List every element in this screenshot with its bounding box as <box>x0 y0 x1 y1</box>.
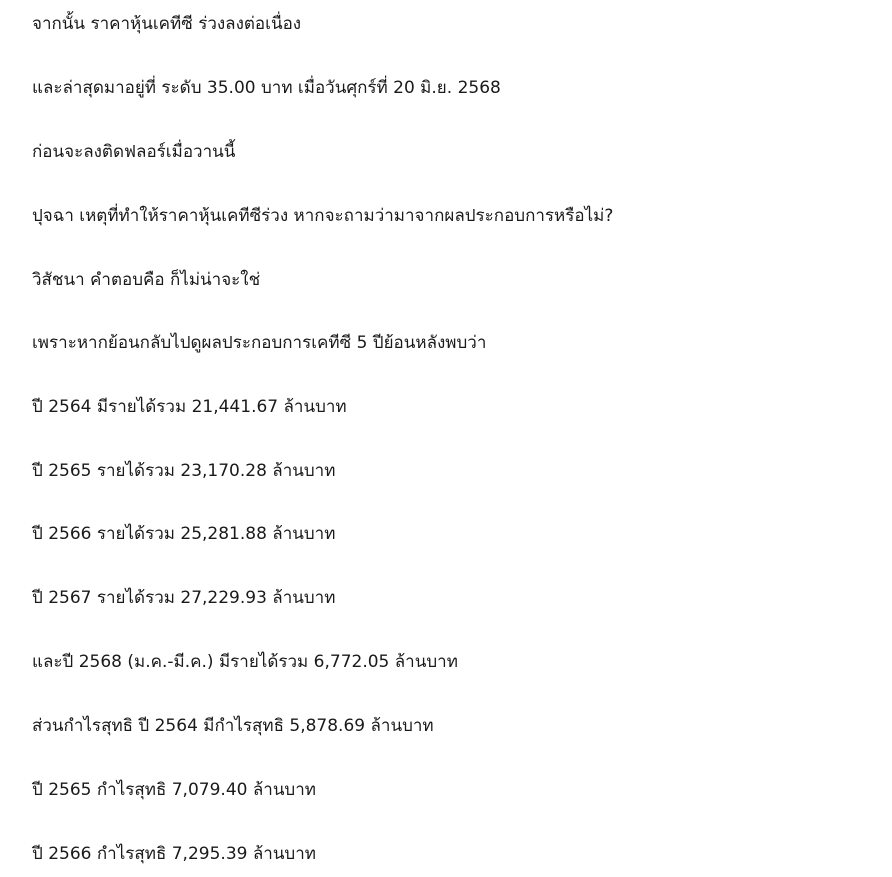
paragraph-13: ปี 2565 กำไรสุทธิ 7,079.40 ล้านบาท <box>32 780 316 800</box>
paragraph-10: ปี 2567 รายได้รวม 27,229.93 ล้านบาท <box>32 588 336 608</box>
paragraph-6: เพราะหากย้อนกลับไปดูผลประกอบการเคทีซี 5 ปีย้อนหลังพบว่า <box>32 333 487 353</box>
paragraph-12: ส่วนกำไรสุทธิ ปี 2564 มีกำไรสุทธิ 5,878.69 ล้านบาท <box>32 716 434 736</box>
paragraph-8: ปี 2565 รายได้รวม 23,170.28 ล้านบาท <box>32 461 336 481</box>
paragraph-3: ก่อนจะลงติดฟลอร์เมื่อวานนี้ <box>32 142 236 162</box>
paragraph-4: ปุจฉา เหตุที่ทำให้ราคาหุ้นเคทีซีร่วง หากจะถามว่ามาจากผลประกอบการหรือไม่? <box>32 206 614 226</box>
paragraph-7: ปี 2564 มีรายได้รวม 21,441.67 ล้านบาท <box>32 397 347 417</box>
paragraph-1: จากนั้น ราคาหุ้นเคทีซี ร่วงลงต่อเนื่อง <box>32 14 302 34</box>
paragraph-9: ปี 2566 รายได้รวม 25,281.88 ล้านบาท <box>32 524 336 544</box>
paragraph-5: วิสัชนา คำตอบคือ ก็ไม่น่าจะใช่ <box>32 270 261 290</box>
paragraph-2: และล่าสุดมาอยู่ที่ ระดับ 35.00 บาท เมื่อวันศุกร์ที่ 20 มิ.ย. 2568 <box>32 78 501 98</box>
paragraph-14: ปี 2566 กำไรสุทธิ 7,295.39 ล้านบาท <box>32 844 316 864</box>
paragraph-11: และปี 2568 (ม.ค.-มี.ค.) มีรายได้รวม 6,772.05 ล้านบาท <box>32 652 458 672</box>
